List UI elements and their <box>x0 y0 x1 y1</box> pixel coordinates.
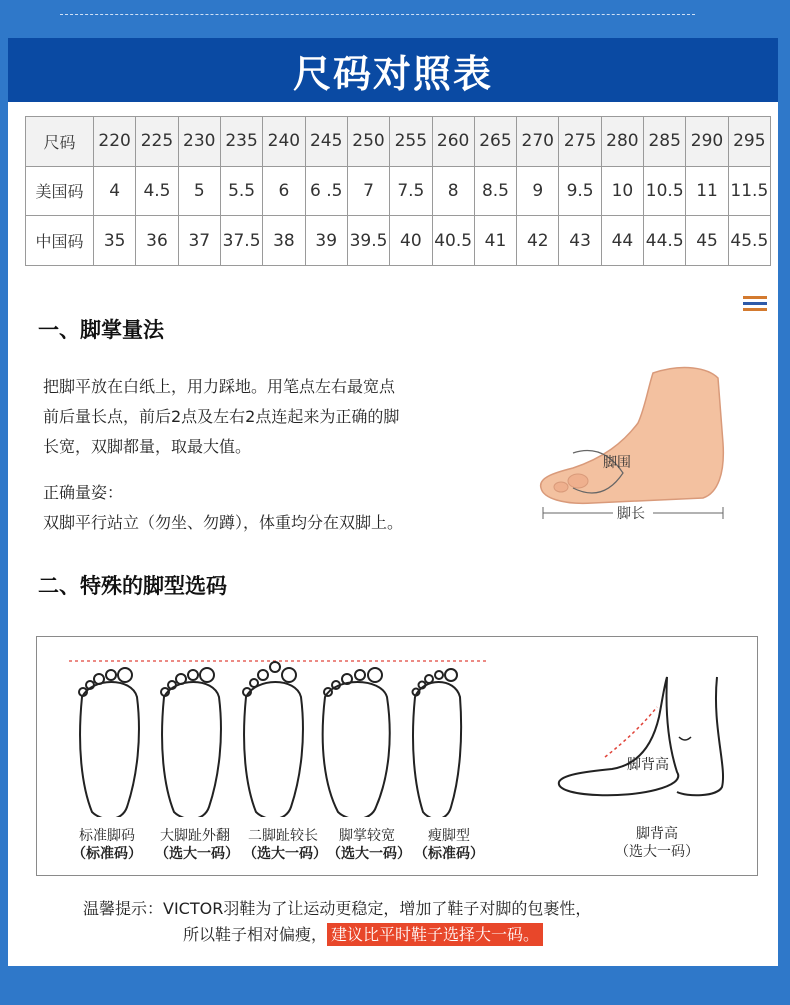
foot-type-label: 大脚趾外翻 <box>160 828 230 844</box>
foot-type-label: 脚掌较宽 <box>339 828 395 844</box>
table-cell: 11 <box>686 166 728 216</box>
foot-side-illustration <box>533 363 733 523</box>
foot-type-advice: （标准码） <box>414 846 484 862</box>
table-cell: 230 <box>178 117 220 167</box>
table-cell: 5 <box>178 166 220 216</box>
table-cell: 39.5 <box>347 216 389 266</box>
table-cell: 265 <box>474 117 516 167</box>
posture-title: 正确量姿： <box>43 483 124 502</box>
table-cell: 43 <box>559 216 601 266</box>
table-cell: 44.5 <box>644 216 686 266</box>
table-cell: 275 <box>559 117 601 167</box>
tip-text: 所以鞋子相对偏瘦， <box>183 925 328 944</box>
table-cell: 6 <box>263 166 305 216</box>
foot-type-advice: （选大一码） <box>243 846 327 862</box>
table-cell: 36 <box>136 216 178 266</box>
foot-type-advice: （选大一码） <box>327 846 411 862</box>
dashed-divider <box>60 14 695 15</box>
instruction-line: 长宽，双脚都量，取最大值。 <box>43 437 252 456</box>
table-cell: 10.5 <box>644 166 686 216</box>
tip-highlight: 建议比平时鞋子选择大一码。 <box>327 923 543 946</box>
table-cell: 4 <box>94 166 136 216</box>
table-cell: 9 <box>517 166 559 216</box>
table-cell: 10 <box>601 166 643 216</box>
table-cell: 8.5 <box>474 166 516 216</box>
posture-text: 双脚平行站立（勿坐、勿蹲），体重均分在双脚上。 <box>43 513 404 532</box>
foot-type-standard <box>67 827 147 863</box>
table-cell: 225 <box>136 117 178 167</box>
table-cell: 39 <box>305 216 347 266</box>
table-cell: 280 <box>601 117 643 167</box>
instep-illustration <box>559 677 723 795</box>
table-cell: 11.5 <box>728 166 770 216</box>
foot-length-label: 脚长 <box>617 506 645 522</box>
table-cell: 8 <box>432 166 474 216</box>
table-cell: 240 <box>263 117 305 167</box>
section-heading-measure: 一、脚掌量法 <box>38 318 164 342</box>
foot-type-label: 标准脚码 <box>79 828 135 844</box>
table-cell: 295 <box>728 117 770 167</box>
foot-type-slim <box>409 827 489 863</box>
table-row-us <box>26 166 771 216</box>
tip-line-1: 温馨提示：VICTOR羽鞋为了让运动更稳定，增加了鞋子对脚的包裹性， <box>83 899 592 918</box>
foot-type-high-instep <box>607 825 707 861</box>
table-cell: 45.5 <box>728 216 770 266</box>
foot-outline-icon <box>79 668 139 817</box>
table-cell: 290 <box>686 117 728 167</box>
instruction-line: 把脚平放在白纸上，用力踩地。用笔点左右最宽点 <box>43 377 396 396</box>
table-cell: 270 <box>517 117 559 167</box>
size-table <box>25 116 771 266</box>
table-row-size <box>26 117 771 167</box>
table-row-cn <box>26 216 771 266</box>
table-cell: 255 <box>390 117 432 167</box>
foot-outline-icon <box>243 662 303 817</box>
table-cell: 9.5 <box>559 166 601 216</box>
foot-outline-icon <box>323 668 390 817</box>
foot-type-label: 脚背高 <box>636 826 678 842</box>
table-cell: 40 <box>390 216 432 266</box>
table-cell: 37.5 <box>220 216 262 266</box>
foot-type-long-second-toe <box>243 827 327 863</box>
table-cell: 6 .5 <box>305 166 347 216</box>
bottom-band <box>0 966 790 1005</box>
row-header: 尺码 <box>26 117 94 167</box>
foot-type-label: 瘦脚型 <box>428 828 470 844</box>
row-header: 美国码 <box>26 166 94 216</box>
instruction-line: 前后量长点，前后2点及左右2点连起来为正确的脚 <box>43 407 400 426</box>
table-cell: 245 <box>305 117 347 167</box>
table-cell: 40.5 <box>432 216 474 266</box>
table-cell: 260 <box>432 117 474 167</box>
section-heading-special: 二、特殊的脚型选码 <box>38 574 227 598</box>
instep-inline-label: 脚背高 <box>627 757 669 773</box>
foot-types-panel <box>36 636 758 876</box>
size-chart-card <box>8 38 778 966</box>
tip-line-2 <box>183 922 543 945</box>
table-cell: 235 <box>220 117 262 167</box>
table-cell: 5.5 <box>220 166 262 216</box>
table-cell: 250 <box>347 117 389 167</box>
foot-type-wide <box>327 827 411 863</box>
page-title: 尺码对照表 <box>292 51 493 96</box>
table-cell: 41 <box>474 216 516 266</box>
table-cell: 4.5 <box>136 166 178 216</box>
foot-type-advice: （选大一码） <box>615 844 699 860</box>
menu-icon[interactable] <box>743 296 767 314</box>
table-cell: 45 <box>686 216 728 266</box>
table-cell: 35 <box>94 216 136 266</box>
foot-type-bunion <box>155 827 239 863</box>
foot-outline-icon <box>413 669 462 817</box>
foot-type-advice: （选大一码） <box>155 846 239 862</box>
table-cell: 37 <box>178 216 220 266</box>
table-cell: 7 <box>347 166 389 216</box>
posture-block <box>43 478 403 538</box>
measure-instructions <box>43 372 399 462</box>
foot-outline-icon <box>161 668 221 817</box>
table-cell: 285 <box>644 117 686 167</box>
title-bar <box>8 38 778 102</box>
foot-girth-label: 脚围 <box>603 455 631 471</box>
foot-type-label: 二脚趾较长 <box>248 828 318 844</box>
table-cell: 220 <box>94 117 136 167</box>
table-cell: 7.5 <box>390 166 432 216</box>
foot-type-advice: （标准码） <box>72 846 142 862</box>
table-cell: 38 <box>263 216 305 266</box>
top-band <box>0 0 790 42</box>
row-header: 中国码 <box>26 216 94 266</box>
table-cell: 42 <box>517 216 559 266</box>
table-cell: 44 <box>601 216 643 266</box>
foot-outlines <box>37 637 759 817</box>
